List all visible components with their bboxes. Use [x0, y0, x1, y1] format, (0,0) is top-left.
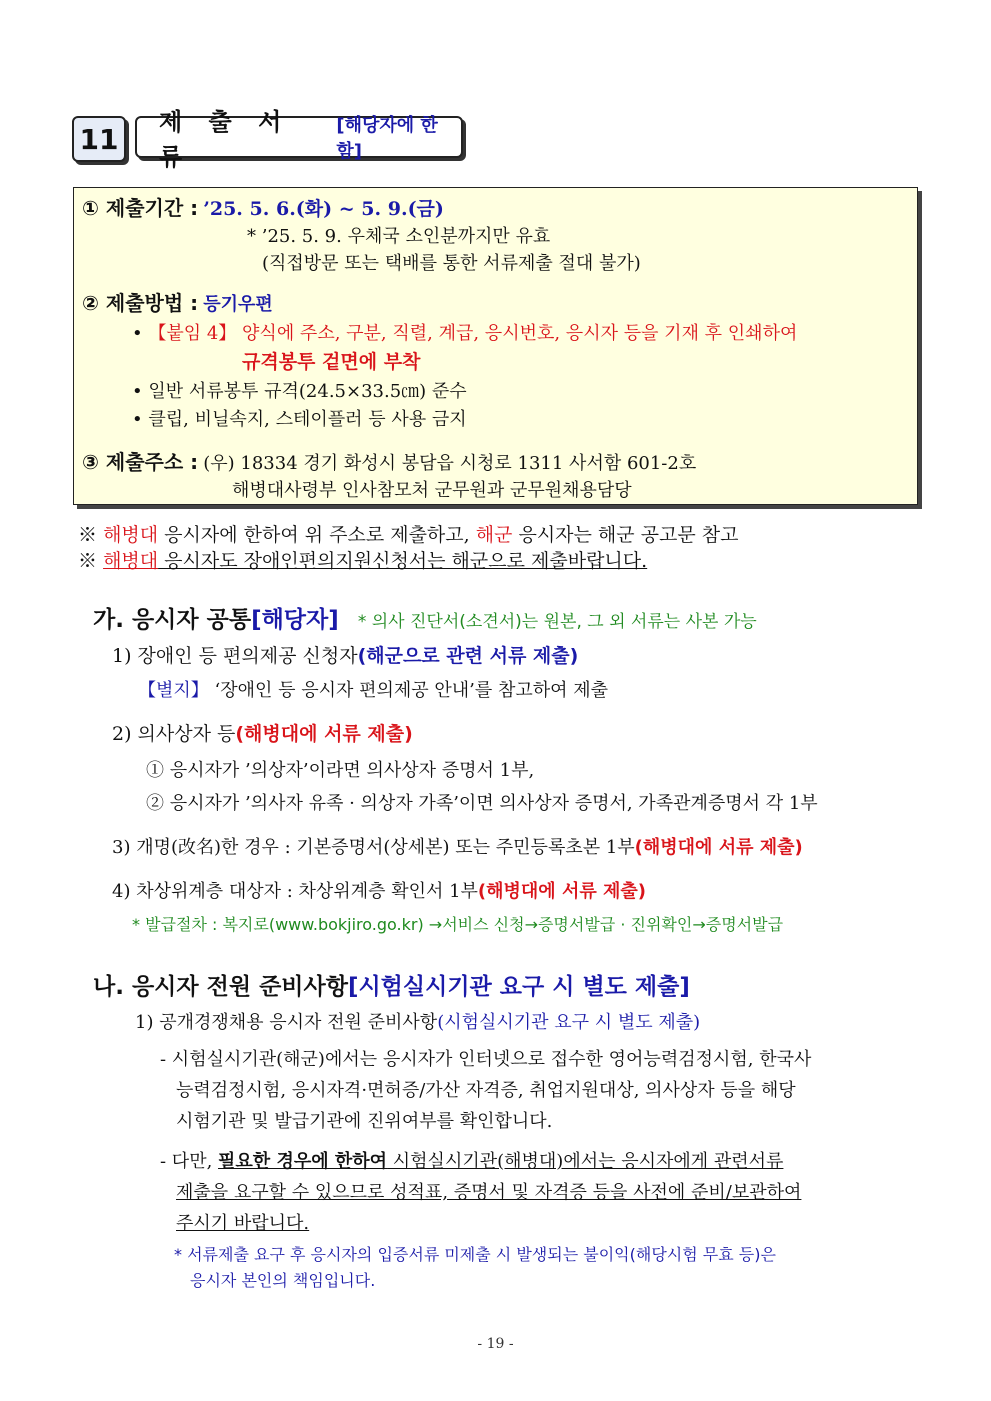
- section-number: 11: [79, 122, 119, 156]
- method-value: 등기우편: [203, 294, 273, 315]
- part-b-item-1-tag: (시험실시기관 요구 시 별도 제출): [437, 1012, 701, 1033]
- part-a-item-1-sub-text: ‘장애인 등 응시자 편의제공 안내’를 참고하여 제출: [214, 680, 609, 701]
- part-b-dash-1-line-2: 능력검정시험, 응시자격·면허증/가산 자격증, 취업지원대상, 의사상자 등을 해당: [176, 1080, 796, 1101]
- part-a-item-1-text: 1) 장애인 등 편의제공 신청자: [112, 645, 358, 667]
- bullet-symbol: •: [132, 323, 143, 344]
- part-a-item-1-sub: [138, 676, 608, 702]
- part-b-dash-2-bold: 필요한 경우에 한하여: [218, 1151, 388, 1172]
- part-b-item-1-text: 1) 공개경쟁채용 응시자 전원 준비사항: [135, 1012, 438, 1033]
- note-line-2: [78, 546, 647, 573]
- method-bullet-1: [132, 319, 797, 345]
- bullet-symbol: •: [132, 381, 143, 402]
- part-a-item-3-text: 3) 개명(改名)한 경우 : 기본증명서(상세본) 또는 주민등록초본 1부: [112, 837, 635, 858]
- method-bullet-3-text: 클립, 비닐속지, 스테이플러 등 사용 금지: [148, 409, 467, 430]
- note-2-a: 해병대: [103, 550, 159, 572]
- page-number: - 19 -: [477, 1336, 514, 1352]
- part-a-item-4-text: 4) 차상위계층 대상자 : 차상위계층 확인서 1부: [112, 881, 478, 902]
- part-b-item-1: [135, 1008, 700, 1034]
- part-a-item-3: [112, 833, 803, 859]
- part-b-dash-2-line-3: 주시기 바랍니다.: [176, 1213, 310, 1234]
- part-a-item-3-tag: (해병대에 서류 제출): [634, 837, 803, 858]
- note-mark: ※: [78, 524, 98, 546]
- part-b-heading: 나. 응시자 전원 준비사항: [93, 974, 348, 1000]
- part-a-heading-note: * 의사 진단서(소견서)는 원본, 그 외 서류는 사본 가능: [357, 612, 757, 632]
- period-note-1: * ’25. 5. 9. 우체국 소인분까지만 유효: [247, 226, 551, 247]
- part-b-note-line-2: 응시자 본인의 책임입니다.: [190, 1271, 376, 1290]
- part-b-dash-2-line-2: 제출을 요구할 수 있으므로 성적표, 증명서 및 자격증 등을 사전에 준비/보관하여: [176, 1182, 802, 1203]
- part-b-note-line-1: * 서류제출 요구 후 응시자의 입증서류 미제출 시 발생되는 불이익(해당시험 무효 등)은: [174, 1245, 776, 1264]
- part-a-item-1: [112, 641, 578, 668]
- part-a-item-1-sub-tag: 【별지】: [138, 680, 209, 701]
- period-value: ’25. 5. 6.(화) ~ 5. 9.(금): [203, 198, 444, 220]
- method-bullet-1-cont: 규격봉투 겉면에 부착: [242, 351, 421, 373]
- part-b-heading-row: [93, 968, 690, 1001]
- address-row: [82, 446, 696, 475]
- method-row: [82, 287, 273, 316]
- method-bullet-1-tag: 【붙임 4】: [148, 323, 237, 344]
- address-line-1: (우) 18334 경기 화성시 봉담읍 시청로 1311 사서함 601-2호: [203, 453, 697, 474]
- part-b-dash-2-pre: - 다만,: [160, 1151, 219, 1172]
- note-2-b: 응시자도 장애인편의지원신청서는 해군으로 제출바랍니다.: [158, 550, 648, 572]
- part-a-item-2: [112, 719, 413, 746]
- note-1-a: 해병대: [103, 524, 159, 546]
- part-b-dash-1-line-3: 시험기관 및 발급기관에 진위여부를 확인합니다.: [176, 1111, 553, 1132]
- note-1-b: 응시자에 한하여 위 주소로 제출하고,: [158, 524, 476, 546]
- part-a-item-2-sub-1: ① 응시자가 ’의상자’이라면 의사상자 증명서 1부,: [146, 760, 535, 781]
- part-a-item-2-sub-2: ② 응시자가 ’의사자 유족 · 의상자 가족’이면 의사상자 증명서, 가족관계증명서 각 1부: [146, 793, 818, 814]
- method-bullet-2-text: 일반 서류봉투 규격(24.5×33.5㎝) 준수: [148, 381, 467, 402]
- part-a-item-2-text: 2) 의사상자 등: [112, 723, 236, 745]
- part-a-item-4: [112, 877, 646, 903]
- bullet-symbol: •: [132, 409, 143, 430]
- note-1-d: 응시자는 해군 공고문 참고: [512, 524, 739, 546]
- note-1-c: 해군: [475, 524, 513, 546]
- note-line-1: [78, 520, 739, 547]
- note-mark: ※: [78, 550, 98, 572]
- section-subtitle: [해당자에 한함]: [336, 115, 438, 162]
- part-a-heading-row: [93, 601, 757, 634]
- part-b-dash-2-line-1: [160, 1147, 783, 1173]
- part-b-dash-1-line-1: - 시험실시기관(해군)에서는 응시자가 인터넷으로 접수한 영어능력검정시험, 한국사: [160, 1049, 812, 1070]
- method-label: ② 제출방법 :: [82, 291, 199, 315]
- section-number-box: [72, 116, 126, 162]
- part-a-item-1-tag: (해군으로 관련 서류 제출): [357, 645, 579, 667]
- section-title: 제 출 서 류: [159, 108, 291, 171]
- address-line-2: 해병대사령부 인사참모처 군무원과 군무원채용담당: [232, 480, 632, 501]
- period-label: ① 제출기간 :: [82, 196, 199, 220]
- part-a-item-4-note: * 발급절차 : 복지로(www.bokjiro.go.kr) →서비스 신청→증명서발급 · 진위확인→증명서발급: [132, 915, 784, 934]
- address-label: ③ 제출주소 :: [82, 450, 199, 474]
- section-title-box: [135, 108, 463, 171]
- method-bullet-3: [132, 405, 467, 431]
- period-row: [82, 192, 444, 221]
- method-bullet-1-text: 양식에 주소, 구분, 직렬, 계급, 응시번호, 응시자 등을 기재 후 인쇄하여: [242, 323, 798, 344]
- part-b-heading-tag: [시험실시기관 요구 시 별도 제출]: [347, 974, 690, 1000]
- part-b-dash-2-rest: 시험실시기관(해병대)에서는 응시자에게 관련서류: [387, 1151, 784, 1172]
- part-a-heading-tag: [해당자]: [251, 607, 339, 633]
- period-note-2: (직접방문 또는 택배를 통한 서류제출 절대 불가): [262, 253, 641, 274]
- method-bullet-2: [132, 377, 467, 403]
- part-a-item-4-tag: (해병대에 서류 제출): [477, 881, 647, 902]
- part-a-item-2-tag: (해병대에 서류 제출): [235, 723, 413, 745]
- part-a-heading: 가. 응시자 공통: [93, 607, 252, 633]
